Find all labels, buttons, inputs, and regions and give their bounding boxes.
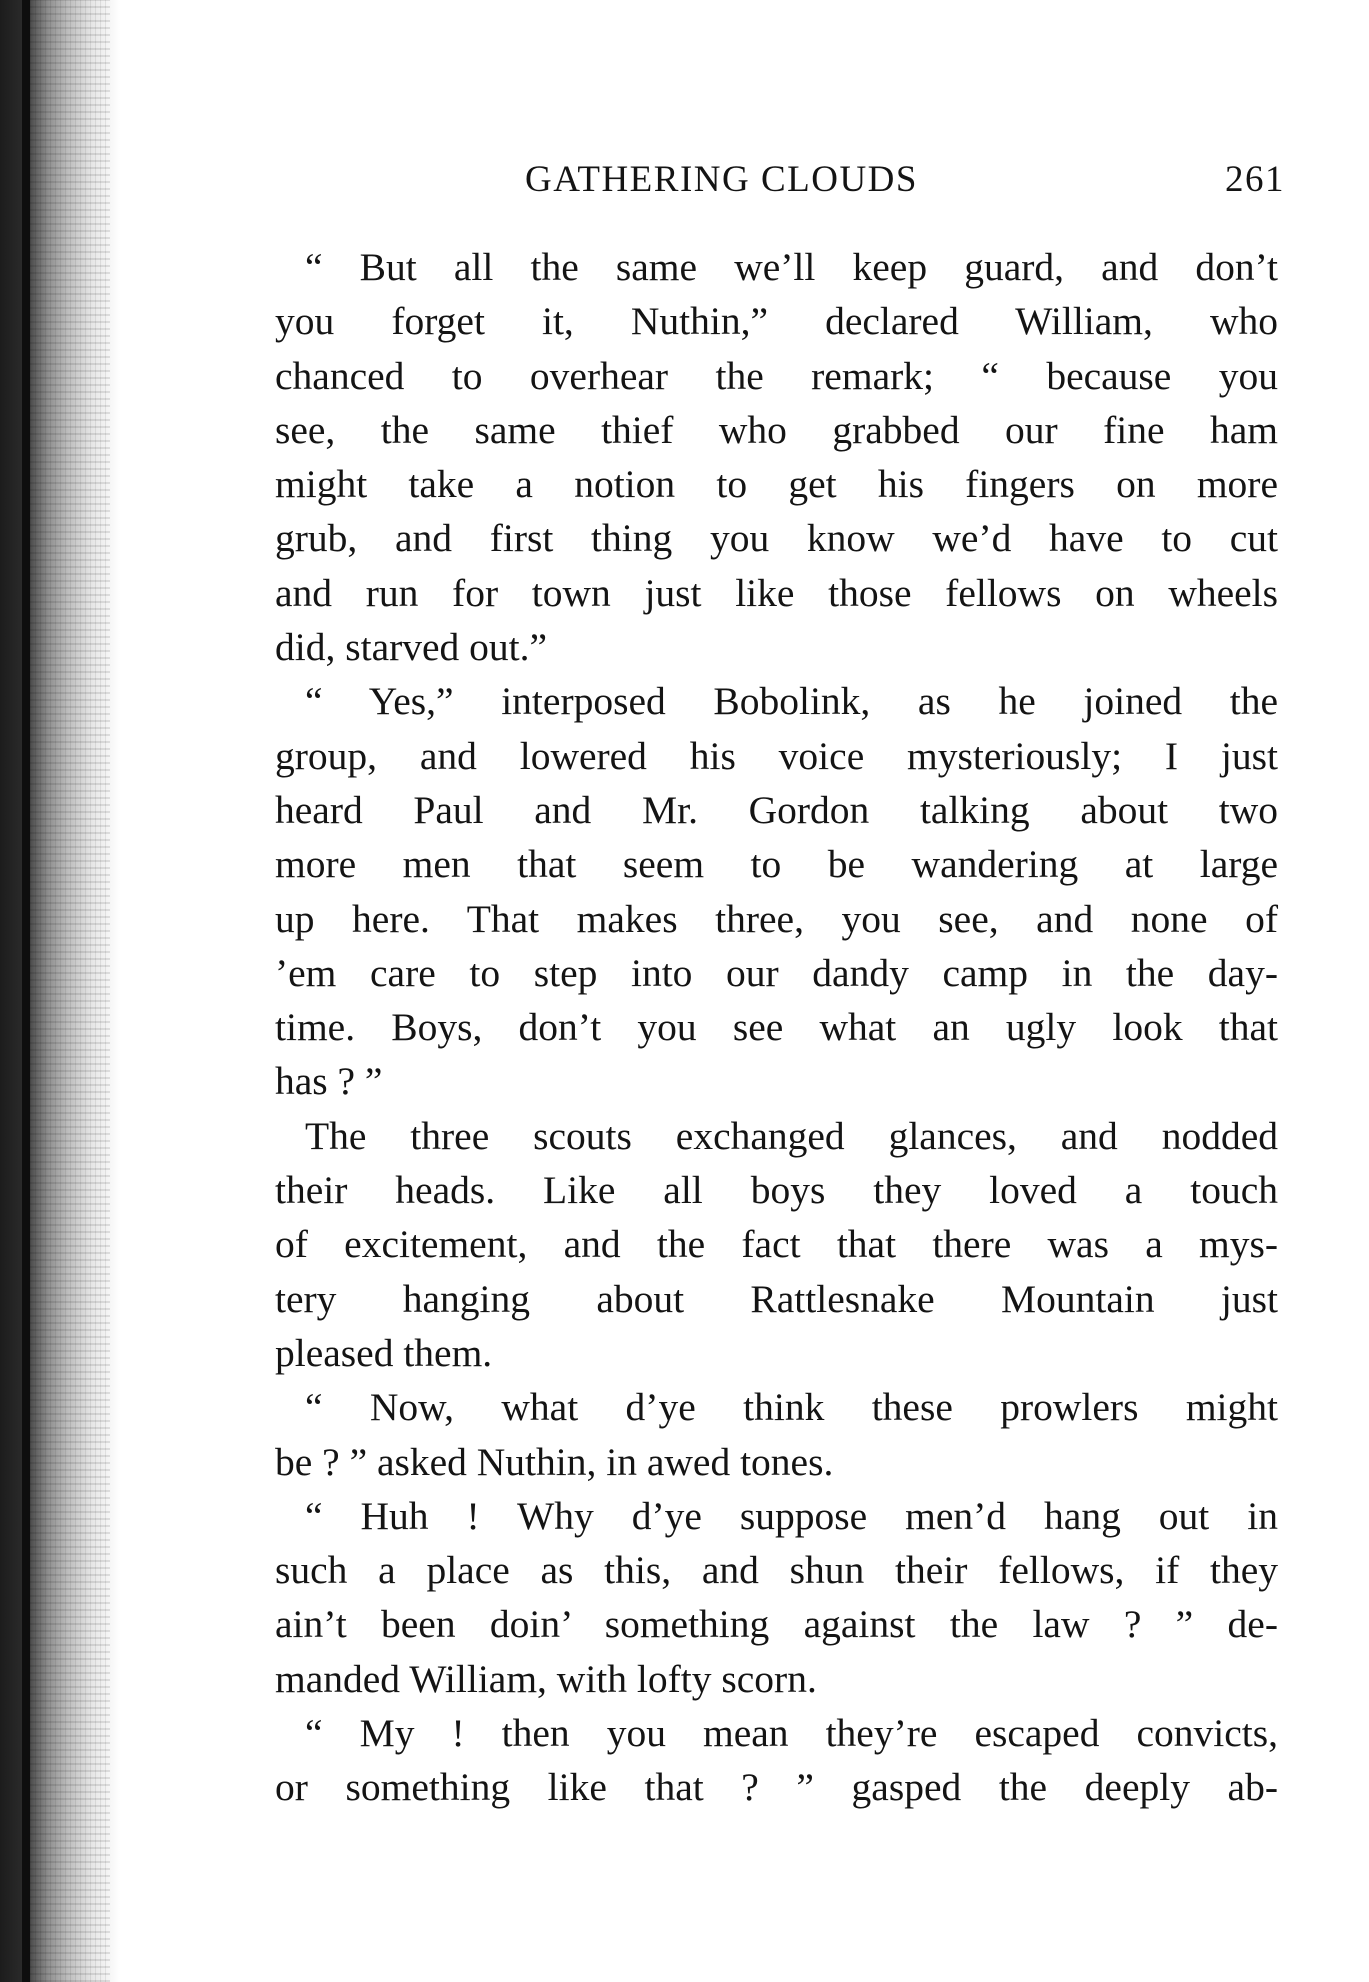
text-line: heard Paul and Mr. Gordon talking about two: [275, 787, 1278, 832]
paragraph: [275, 1706, 1278, 1815]
text-line: chanced to overhear the remark; “ because you: [275, 353, 1278, 398]
text-line: might take a notion to get his fingers on more: [275, 462, 1278, 507]
text-line: and run for town just like those fellows on wheels: [275, 570, 1278, 615]
text-line: ’em care to step into our dandy camp in the day-: [275, 950, 1278, 995]
running-title: GATHERING CLOUDS: [525, 159, 918, 200]
text-line: you forget it, Nuthin,” declared William, who: [275, 299, 1278, 344]
body-text: [275, 240, 1278, 1815]
text-line: “ Now, what d’ye think these prowlers might: [305, 1385, 1278, 1430]
text-line: be ? ” asked Nuthin, in awed tones.: [275, 1439, 834, 1484]
text-line: group, and lowered his voice mysteriously; I just: [275, 733, 1278, 778]
text-line: such a place as this, and shun their fellows, if they: [275, 1548, 1278, 1593]
text-line: of excitement, and the fact that there was a mys-: [275, 1222, 1278, 1267]
paragraph: [275, 240, 1278, 674]
text-line: The three scouts exchanged glances, and nodded: [305, 1113, 1278, 1158]
text-line: “ But all the same we’ll keep guard, and don’t: [305, 245, 1278, 289]
text-line: did, starved out.”: [275, 625, 548, 670]
page-header: [525, 158, 1285, 208]
text-line: ain’t been doin’ something against the law ? ” de-: [275, 1602, 1278, 1647]
paragraph: [275, 1380, 1278, 1489]
text-line: has ? ”: [275, 1059, 383, 1104]
text-line: pleased them.: [275, 1330, 493, 1375]
text-line: see, the same thief who grabbed our fine ham: [275, 407, 1278, 452]
text-line: “ Huh ! Why d’ye suppose men’d hang out in: [305, 1493, 1278, 1538]
scan-gutter-shadow: [0, 0, 120, 1982]
text-line: grub, and first thing you know we’d have to cut: [275, 516, 1278, 561]
text-line: more men that seem to be wandering at large: [275, 842, 1278, 887]
paragraph: [275, 674, 1278, 1108]
text-line: “ Yes,” interposed Bobolink, as he joined the: [305, 679, 1278, 724]
text-line: or something like that ? ” gasped the deeply ab-: [275, 1765, 1278, 1810]
text-line: manded William, with lofty scorn.: [275, 1656, 817, 1701]
page-number: 261: [1225, 159, 1285, 200]
text-line: their heads. Like all boys they loved a touch: [275, 1168, 1278, 1213]
text-line: tery hanging about Rattlesnake Mountain just: [275, 1276, 1278, 1321]
scan-gutter-texture: [30, 0, 110, 1982]
text-line: time. Boys, don’t you see what an ugly look that: [275, 1005, 1278, 1050]
paragraph: [275, 1489, 1278, 1706]
text-line: “ My ! then you mean they’re escaped convicts,: [305, 1711, 1278, 1756]
paragraph: [275, 1109, 1278, 1380]
book-spine-edge: [22, 0, 30, 1982]
text-line: up here. That makes three, you see, and none of: [275, 896, 1278, 941]
